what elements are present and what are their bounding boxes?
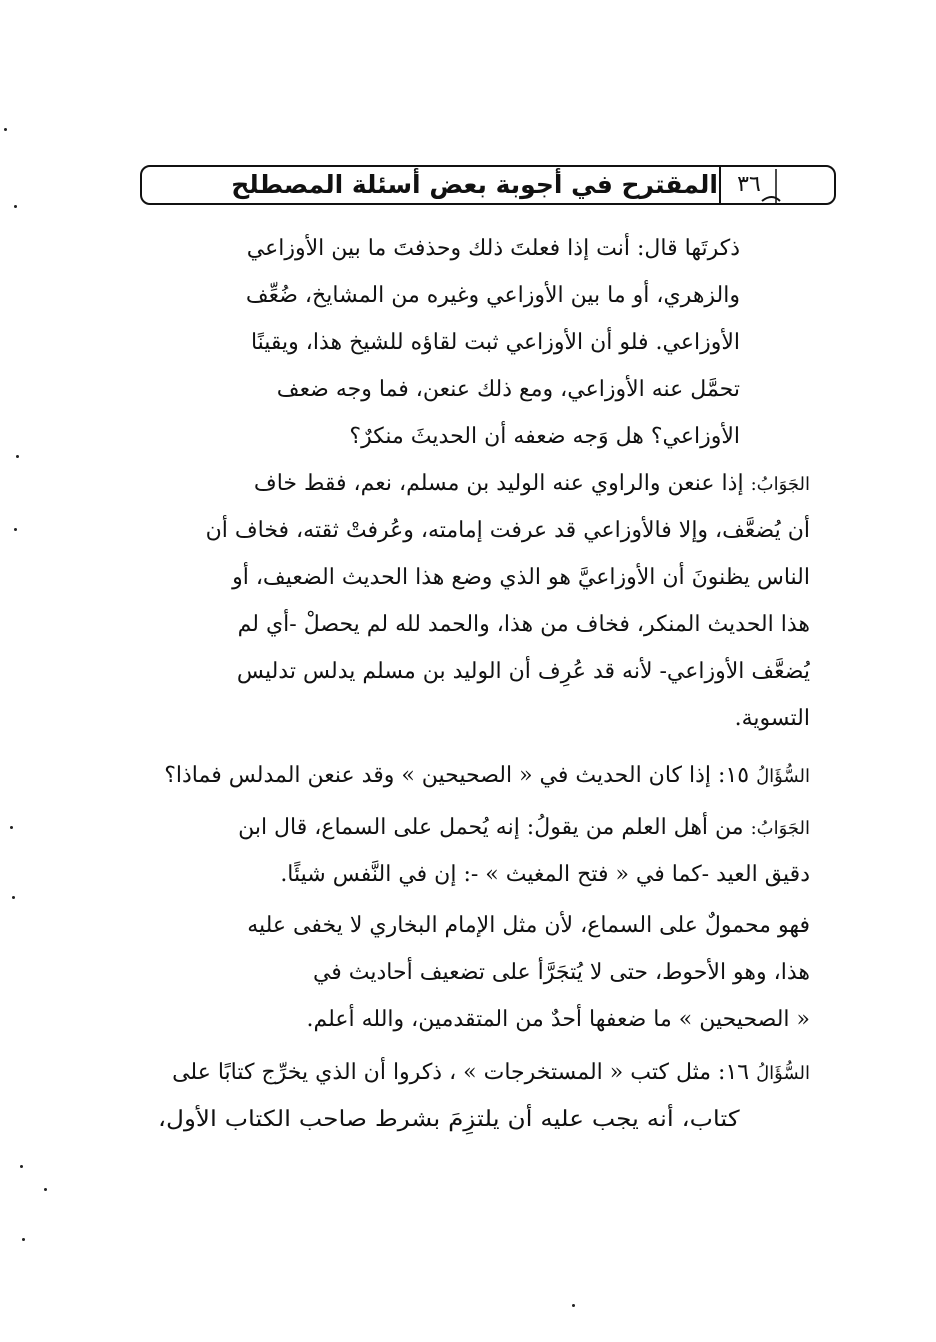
text-line: فهو محمولٌ على السماع، لأن مثل الإمام البخاري لا يخفى عليه [247,913,810,938]
text-line: ذكرتَها قال: أنت إذا فعلتَ ذلك وحذفتَ ما بين الأوزاعي [246,236,740,261]
text-line [158,804,810,851]
running-header [140,163,836,207]
line-text: ١٦: مثل كتب « المستخرجات » ، ذكروا أن الذي يخرِّج كتابًا على [172,1060,750,1085]
text-line: والزهري، أو ما بين الأوزاعي وغيره من المشايخ، ضُعِّف [245,283,740,308]
scan-speck [20,1165,23,1168]
text-line: التسوية. [734,706,810,731]
text-line [158,752,810,799]
paragraph-question-16 [158,1049,810,1143]
text-line: الأوزاعي؟ هل وَجه ضعفه أن الحديثَ منكرٌ؟ [349,424,740,449]
text-line: تحمَّل عنه الأوزاعي، ومع ذلك عنعن، فما وجه ضعف [276,377,740,402]
answer-label: الجَوَابُ: [750,818,810,839]
scan-speck [14,205,17,208]
book-title: المقترح في أجوبة بعض أسئلة المصطلح [231,170,718,199]
text-line: الناس يظنونَ أن الأوزاعيَّ هو الذي وضع هذا الحديث الضعيف، أو [232,565,810,590]
text-line: الأوزاعي. فلو أن الأوزاعي ثبت لقاؤه للشيخ هذا، ويقينًا [250,330,740,355]
text-line: يُضعَّف الأوزاعي- لأنه قد عُرِف أن الوليد بن مسلم يدلس تدليس [236,659,810,684]
scan-speck [10,826,13,829]
answer-label: الجَوَابُ: [750,474,810,495]
scan-speck [12,896,15,899]
scan-speck [22,1238,25,1241]
text-line [158,1049,810,1096]
text-line: أن يُضعَّف، وإلا فالأوزاعي قد عرفت إمامته، وعُرفتْ ثقته، فخاف أن [205,518,810,543]
paragraph-answer-1 [158,460,810,742]
scan-speck [572,1304,575,1307]
line-text: إذا عنعن والراوي عنه الوليد بن مسلم، نعم، فقط خاف [253,471,744,496]
text-line [158,460,810,507]
question-label: السُّؤَالُ [756,766,810,787]
text-line: كتاب، أنه يجب عليه أن يلتزِمَ بشرط صاحب الكتاب الأول، [158,1107,740,1132]
scan-speck [4,128,7,131]
line-text: ١٥: إذا كان الحديث في « الصحيحين » وقد عنعن المدلس فماذا؟ [164,763,750,788]
paragraph-5 [158,902,810,1043]
paragraph-question-15 [158,752,810,799]
paragraph-1 [158,225,740,460]
question-label: السُّؤَالُ [756,1063,810,1084]
scan-speck [16,455,19,458]
scan-speck [44,1188,47,1191]
page-number: ٣٦ [737,172,761,197]
paragraph-answer-2 [158,804,810,898]
text-line: « الصحيحين » ما ضعفها أحدٌ من المتقدمين، والله أعلم. [306,1007,810,1032]
text-line: هذا الحديث المنكر، فخاف من هذا، والحمد لله لم يحصلْ -أي لم [237,612,810,637]
text-line: هذا، وهو الأحوط، حتى لا يُتجَرَّأ على تضعيف أحاديث في [312,960,810,985]
scan-speck [14,528,17,531]
text-line: دقيق العيد -كما في « فتح المغيث » -: إن في النَّفس شيئًا. [280,862,810,887]
line-text: من أهل العلم من يقولُ: إنه يُحمل على السماع، قال ابن [238,815,744,840]
